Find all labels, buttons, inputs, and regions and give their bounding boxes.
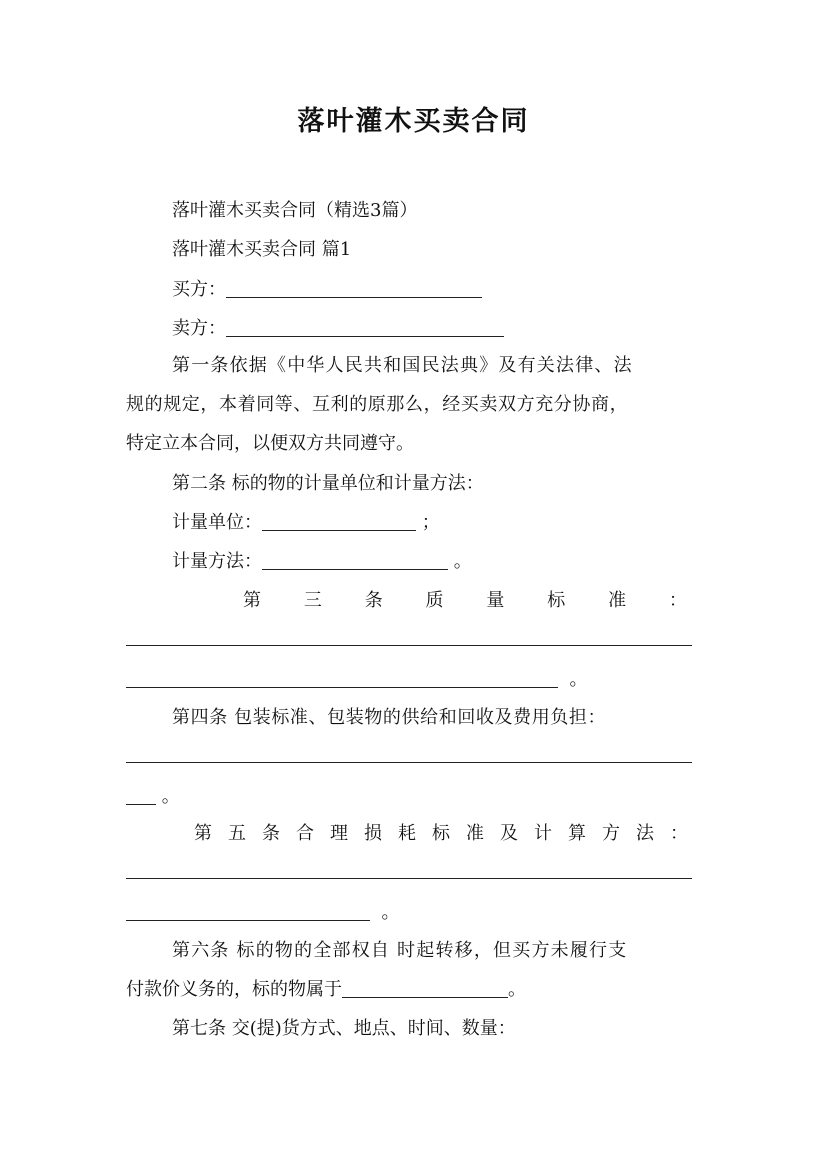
article3-heading-char: 量 <box>486 590 505 611</box>
article3-heading-char: 准 <box>608 590 627 611</box>
article6-line2-text: 付款价义务的，标的物属于 <box>126 979 342 1000</box>
unit-blank <box>262 512 416 531</box>
article5-heading-char: 及 <box>500 823 518 844</box>
article5-blank-2 <box>126 902 370 921</box>
document-subtitle: 落叶灌木买卖合同（精选3篇） <box>172 200 418 221</box>
article5-heading-char: ： <box>670 823 688 844</box>
article3-heading <box>243 586 687 616</box>
article5-blank-1 <box>126 878 692 879</box>
article5-heading-char: 损 <box>364 823 382 844</box>
part-heading: 落叶灌木买卖合同 篇1 <box>172 239 352 260</box>
document-title: 落叶灌木买卖合同 <box>297 106 530 137</box>
article3-end: 。 <box>569 669 588 690</box>
unit-end: ； <box>421 512 440 533</box>
article5-heading-char: 条 <box>262 823 280 844</box>
article5-heading-char: 算 <box>568 823 586 844</box>
article5-heading-char: 理 <box>330 823 348 844</box>
article5-heading-char: 第 <box>194 823 212 844</box>
article3-heading-char: 第 <box>243 590 261 611</box>
unit-label: 计量单位： <box>172 512 262 533</box>
article6-blank <box>342 979 508 998</box>
method-label: 计量方法： <box>172 551 262 572</box>
article4: 第四条 包装标准、包装物的供给和回收及费用负担： <box>172 707 607 728</box>
article1-line3: 特定立本合同，以便双方共同遵守。 <box>126 433 414 454</box>
article6-line2 <box>126 975 526 1005</box>
article5-end: 。 <box>381 902 400 923</box>
article5-heading-char: 五 <box>228 823 246 844</box>
buyer-label: 买方： <box>172 279 226 300</box>
article3-heading-char: ： <box>668 590 687 611</box>
unit-line <box>172 508 440 538</box>
article5-heading-char: 标 <box>432 823 450 844</box>
method-line <box>172 547 472 577</box>
article4-end: 。 <box>161 786 180 807</box>
seller-blank <box>226 318 504 337</box>
article4-blank-2 <box>126 786 156 805</box>
article2: 第二条 标的物的计量单位和计量方法： <box>172 473 484 494</box>
article5-heading-char: 计 <box>534 823 552 844</box>
method-blank <box>262 551 448 570</box>
article6-line1: 第六条 标的物的全部权自 时起转移，但买方未履行支 <box>172 940 628 961</box>
article5-heading-char: 法 <box>636 823 654 844</box>
article4-blank-1 <box>126 762 692 763</box>
buyer-blank <box>226 279 482 298</box>
article5-heading-char: 方 <box>602 823 620 844</box>
method-end: 。 <box>453 551 472 572</box>
article1-line1: 第一条依据《中华人民共和国民法典》及有关法律、法 <box>172 355 633 376</box>
article3-heading-char: 标 <box>547 590 566 611</box>
article3-heading-char: 条 <box>364 590 383 611</box>
article4-line2 <box>126 782 180 812</box>
article1-line2: 规的规定，本着同等、互利的原那么，经买卖双方充分协商， <box>126 394 629 415</box>
article6-end: 。 <box>508 979 526 1000</box>
seller-label: 卖方： <box>172 318 226 339</box>
article3-heading-char: 质 <box>425 590 444 611</box>
article3-blank-1 <box>126 645 692 646</box>
article7: 第七条 交(提)货方式、地点、时间、数量： <box>172 1018 516 1039</box>
buyer-line <box>172 275 482 305</box>
article5-heading <box>194 819 688 849</box>
article5-line2 <box>126 898 399 928</box>
article5-heading-char: 合 <box>296 823 314 844</box>
article3-blank-2 <box>126 669 558 688</box>
article3-line2 <box>126 665 587 695</box>
article3-heading-char: 三 <box>303 590 322 611</box>
article5-heading-char: 耗 <box>398 823 416 844</box>
article5-heading-char: 准 <box>466 823 484 844</box>
seller-line <box>172 314 504 344</box>
